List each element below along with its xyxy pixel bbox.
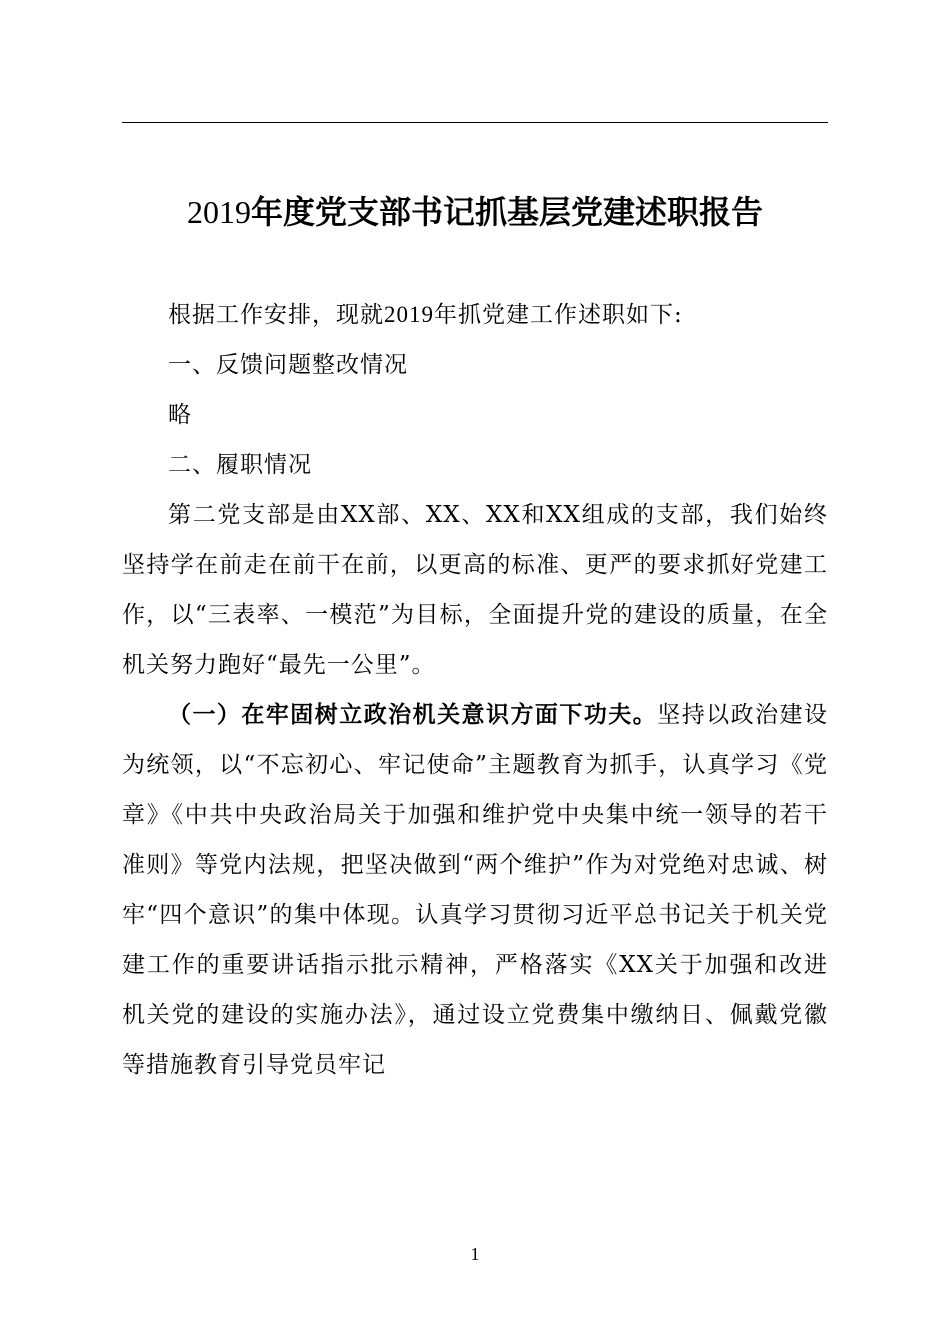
title-year: 2019 bbox=[186, 194, 251, 230]
section-1-body: 略 bbox=[168, 402, 192, 428]
subheading-political-awareness: （一）在牢固树立政治机关意识方面下功夫。 bbox=[168, 701, 658, 728]
title-text: 年度党支部书记抓基层党建述职报告 bbox=[250, 193, 763, 231]
document-title bbox=[122, 184, 828, 240]
paragraph-political-awareness: （一）在牢固树立政治机关意识方面下功夫。坚持以政治建设为统领，以“不忘初心、牢记使命”主题教育为抓手，认真学习《党章》《中共中央政治局关于加强和维护党中央集中统一领导的若干准则》等党内法规，把坚决做到“两个维护”作为对党绝对忠诚、树牢“四个意识”的集中体现。认真学习贯彻习近平总书记关于机关党建工作的重要讲话指示批示精神，严格落实《XX关于加强和改进机关党的建设的实施办法》，通过设立党费集中缴纳日、佩戴党徽等措施教育引导党员牢记 bbox=[122, 701, 829, 1078]
document-body bbox=[122, 290, 828, 1090]
section-heading-1: 一、反馈问题整改情况 bbox=[168, 352, 408, 378]
intro-paragraph: 根据工作安排，现就2019年抓党建工作述职如下: bbox=[168, 302, 683, 328]
section-heading-2: 二、履职情况 bbox=[168, 452, 312, 478]
page-number: 1 bbox=[470, 1244, 480, 1264]
paragraph-branch-overview: 第二党支部是由XX部、XX、XX和XX组成的支部，我们始终坚持学在前走在前干在前，以更高的标准、更严的要求抓好党建工作，以“三表率、一模范”为目标，全面提升党的建设的质量，在全机关努力跑好“最先一公里”。 bbox=[122, 502, 828, 678]
header-rule bbox=[122, 122, 828, 123]
